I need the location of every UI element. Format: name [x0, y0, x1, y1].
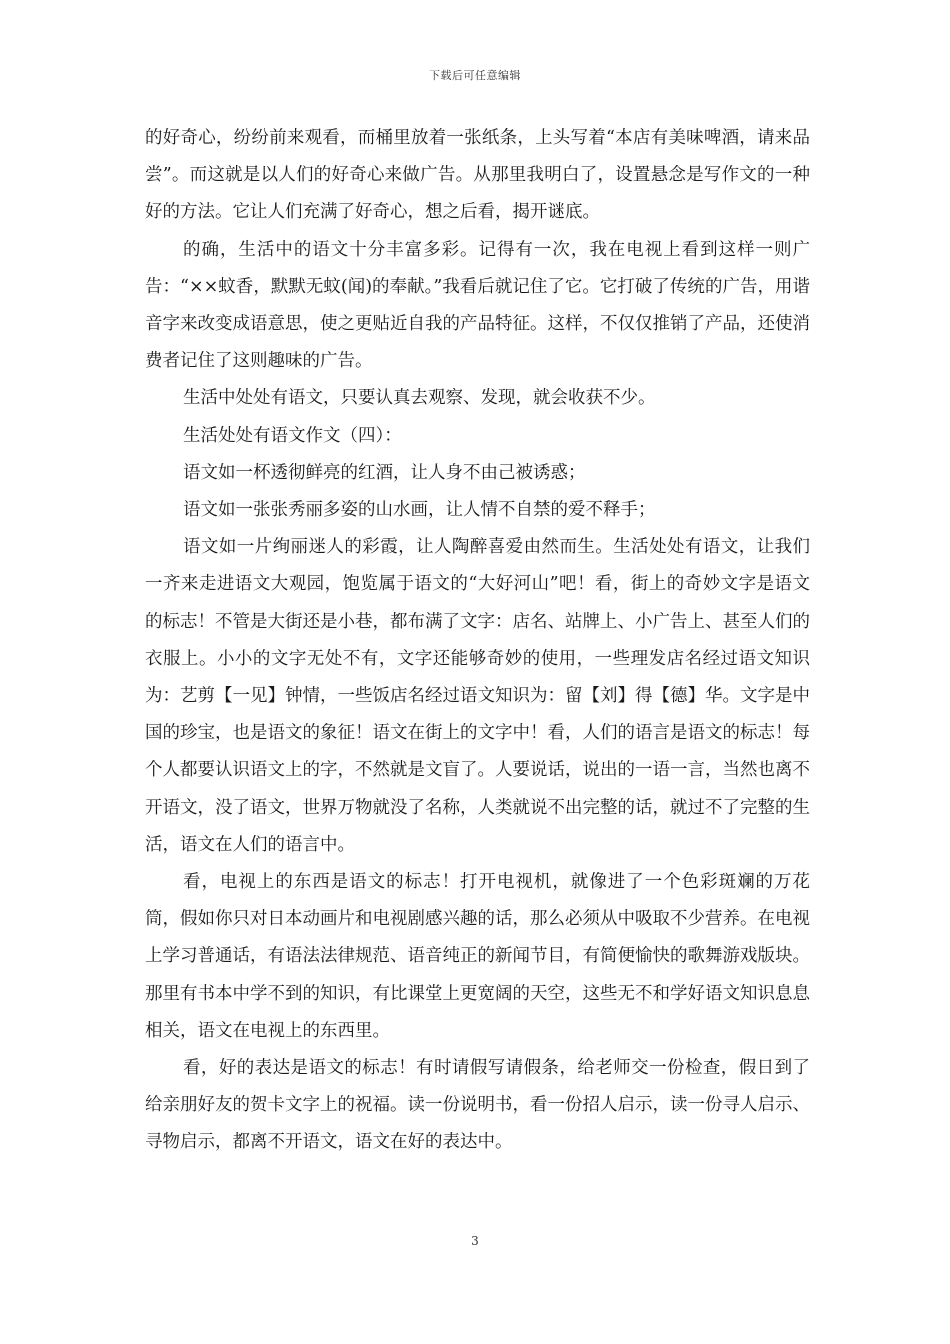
paragraph-7: 语文如一片绚丽迷人的彩霞，让人陶醉喜爱由然而生。生活处处有语文，让我们一齐来走进语文大观园，饱览属于语文的“大好河山”吧！看，街上的奇妙文字是语文的标志！不管是大街还是小巷，都布满了文字：店名、站牌上、小广告上、甚至人们的衣服上。小小的文字无处不有，文字还能够奇妙的使用，一些理发店名经过语文知识为：艺剪【一见】钟情，一些饭店名经过语文知识为：留【刘】得【德】华。文字是中国的珍宝，也是语文的象征！语文在街上的文字中！看，人们的语言是语文的标志！每个人都要认识语文上的字，不然就是文盲了。人要说话，说出的一语一言，当然也离不开语文，没了语文，世界万物就没了名称，人类就说不出完整的话，就过不了完整的生活，语文在人们的语言中。: [145, 537, 810, 855]
paragraph-5: 语文如一杯透彻鲜亮的红酒，让人身不由己被诱惑；: [183, 462, 586, 483]
paragraph-9: 看，好的表达是语文的标志！有时请假写请假条，给老师交一份检查，假日到了给亲朋好友的贺卡文字上的祝福。读一份说明书，看一份招人启示，读一份寻人启示、寻物启示，都离不开语文，语文在好的表达中。: [145, 1058, 810, 1153]
section-heading: 生活处处有语文作文（四）：: [183, 425, 402, 446]
paragraph-3: 生活中处处有语文，只要认真去观察、发现，就会收获不少。: [183, 388, 656, 409]
paragraph-2: 的确，生活中的语文十分丰富多彩。记得有一次，我在电视上看到这样一则广告：“××蚊香，默默无蚊(闻)的奉献。”我看后就记住了它。它打破了传统的广告，用谐音字来改变成语意思，使之更贴近自我的产品特征。这样，不仅仅推销了产品，还使消费者记住了这则趣味的广告。: [145, 239, 810, 372]
paragraph-6: 语文如一张张秀丽多姿的山水画，让人情不自禁的爱不释手；: [183, 500, 656, 521]
document-body: [145, 120, 810, 1162]
paragraph-8: 看，电视上的东西是语文的标志！打开电视机，就像进了一个色彩斑斓的万花筒，假如你只对日本动画片和电视剧感兴趣的话，那么必须从中吸取不少营养。在电视上学习普通话，有语法法律规范、语音纯正的新闻节目，有简便愉快的歌舞游戏版块。那里有书本中学不到的知识，有比课堂上更宽阔的天空，这些无不和学好语文知识息息相关，语文在电视上的东西里。: [145, 872, 810, 1041]
paragraph-1: 的好奇心，纷纷前来观看，而桶里放着一张纸条，上头写着“本店有美味啤酒，请来品尝”。而这就是以人们的好奇心来做广告。从那里我明白了，设置悬念是写作文的一种好的方法。它让人们充满了好奇心，想之后看，揭开谜底。: [145, 128, 810, 223]
page-number: 3: [471, 1234, 479, 1248]
page-header: 下载后可任意编辑: [429, 69, 521, 82]
